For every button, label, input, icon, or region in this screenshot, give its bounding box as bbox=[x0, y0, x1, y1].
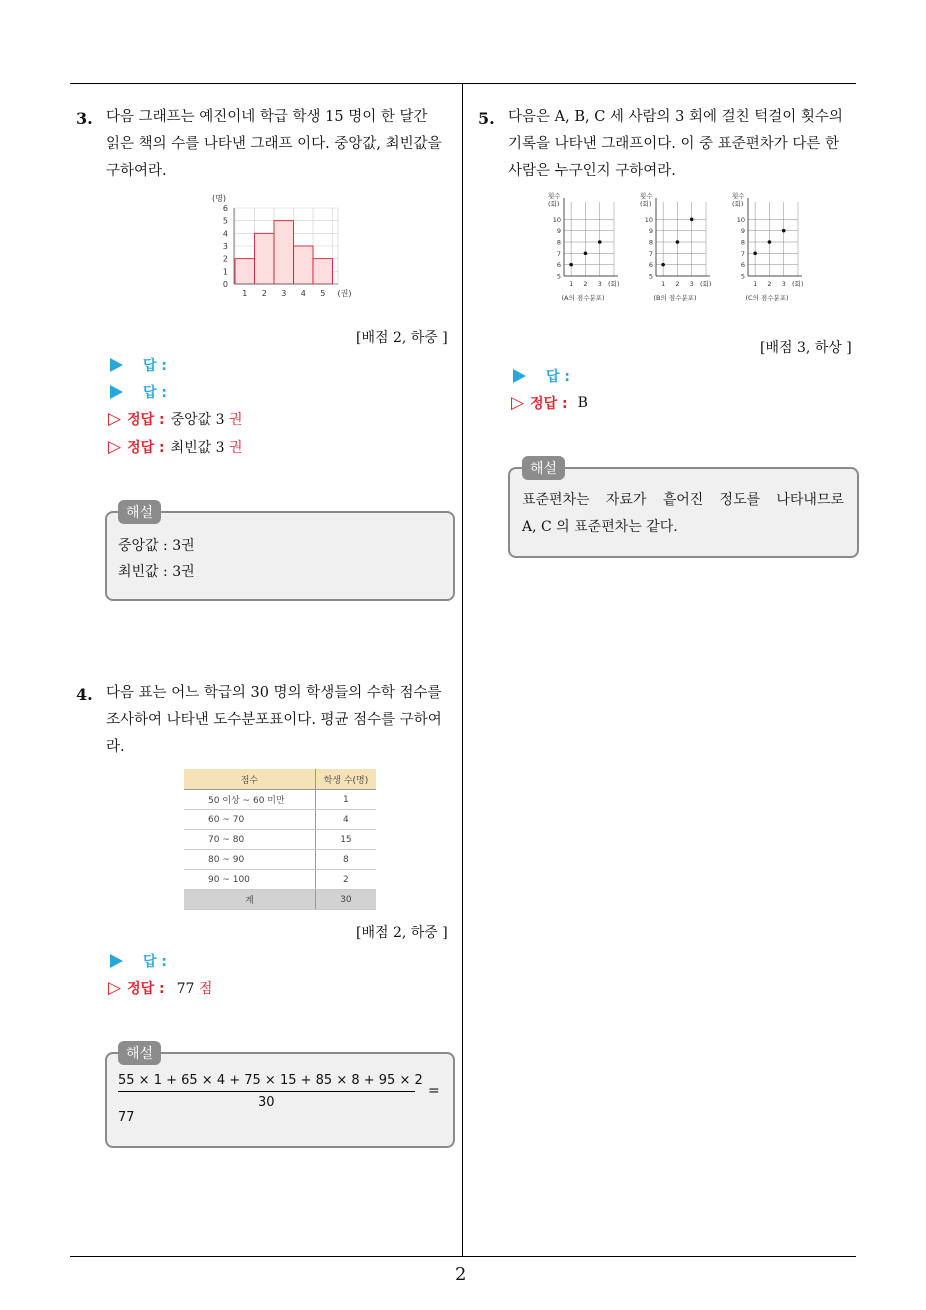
explanation-tag: 해설 bbox=[118, 500, 161, 524]
y-tick-label: 10 bbox=[644, 215, 653, 224]
explanation-tag: 해설 bbox=[522, 456, 565, 480]
y-tick-label: 5 bbox=[740, 272, 745, 281]
y-tick-label: 6 bbox=[556, 261, 561, 270]
question-3-score: [배점 2, 하중 ] bbox=[356, 330, 448, 346]
scatter-point bbox=[753, 252, 757, 256]
answer-row bbox=[110, 382, 167, 402]
explanation-line: 중앙값 : 3권 bbox=[118, 538, 195, 554]
top-rule bbox=[70, 83, 856, 84]
table-total-row: 계 30 bbox=[184, 890, 376, 910]
question-line: 조사하여 나타낸 도수분포표이다. 평균 점수를 구하여 bbox=[106, 712, 442, 728]
solution-label: 정답 : bbox=[127, 440, 165, 456]
y-tick-label: 10 bbox=[552, 215, 561, 224]
solution-row bbox=[108, 409, 243, 429]
chart-caption: (B의 점수분포) bbox=[653, 294, 697, 302]
x-axis-label: (회) bbox=[792, 280, 804, 288]
triangle-play-icon bbox=[110, 358, 123, 372]
x-tick-label: 2 bbox=[261, 289, 267, 298]
solution-text: 최빈값 3 권 bbox=[170, 440, 243, 456]
question-line: 라. bbox=[106, 739, 125, 755]
y-tick-label: 7 bbox=[556, 249, 561, 258]
question-line: 다음 그래프는 예진이네 학급 학생 15 명이 한 달간 bbox=[106, 109, 428, 125]
chart-caption: (A의 점수분포) bbox=[561, 294, 605, 302]
y-tick-label: 9 bbox=[556, 227, 561, 236]
triangle-play-icon bbox=[110, 954, 123, 968]
histogram-bar bbox=[274, 221, 294, 284]
x-tick-label: 4 bbox=[300, 289, 306, 298]
explanation-box bbox=[105, 1052, 455, 1148]
fraction-bar bbox=[118, 1091, 415, 1092]
question-line: 사람은 누구인지 구하여라. bbox=[508, 163, 676, 179]
triangle-play-icon bbox=[110, 385, 123, 399]
question-line: 다음은 A, B, C 세 사람의 3 회에 걸친 턱걸이 횟수의 bbox=[508, 109, 843, 125]
y-tick-label: 6 bbox=[648, 261, 653, 270]
answer-label: 답 : bbox=[143, 358, 167, 374]
triangle-outline-icon: ▷ bbox=[108, 437, 122, 457]
y-tick-label: 6 bbox=[740, 261, 745, 270]
histogram-bar bbox=[235, 259, 255, 284]
x-tick-label: 3 bbox=[689, 280, 694, 288]
histogram-bar bbox=[313, 259, 333, 284]
question-3-number: 3. bbox=[76, 109, 93, 128]
x-tick-label: 3 bbox=[281, 289, 287, 298]
question-4-number: 4. bbox=[76, 685, 93, 704]
answer-label: 답 : bbox=[143, 385, 167, 401]
answer-label: 답 : bbox=[143, 954, 167, 970]
question-line: 구하여라. bbox=[106, 163, 167, 179]
question-4-score: [배점 2, 하중 ] bbox=[356, 925, 448, 941]
book-count-histogram bbox=[200, 190, 360, 302]
table-row: 70 ~ 80 15 bbox=[184, 830, 376, 850]
x-tick-label: 1 bbox=[569, 280, 574, 288]
x-tick-label: 2 bbox=[583, 280, 588, 288]
solution-label: 정답 : bbox=[530, 396, 568, 412]
y-tick-label: 2 bbox=[222, 254, 228, 264]
scatter-point bbox=[768, 240, 772, 244]
table-row: 80 ~ 90 8 bbox=[184, 850, 376, 870]
solution-row bbox=[511, 393, 588, 413]
y-tick-label: 7 bbox=[740, 249, 745, 258]
table-row: 90 ~ 100 2 bbox=[184, 870, 376, 890]
x-axis-label: (권) bbox=[337, 289, 352, 298]
explanation-box bbox=[508, 467, 859, 558]
page-number: 2 bbox=[455, 1264, 467, 1285]
y-axis-label: 횟수 bbox=[548, 192, 561, 200]
solution-text: 77 점 bbox=[176, 981, 213, 997]
scatter-point bbox=[598, 240, 602, 244]
explanation-line: 최빈값 : 3권 bbox=[118, 564, 195, 580]
y-tick-label: 8 bbox=[556, 238, 561, 247]
x-tick-label: 3 bbox=[781, 280, 786, 288]
question-3-text bbox=[106, 104, 454, 185]
fraction-denominator: 30 bbox=[258, 1095, 275, 1110]
scatter-point bbox=[661, 263, 665, 267]
table-row: 60 ~ 70 4 bbox=[184, 810, 376, 830]
answer-row bbox=[513, 366, 570, 386]
frequency-table bbox=[184, 769, 376, 910]
solution-label: 정답 : bbox=[127, 412, 165, 428]
question-line: 읽은 책의 수를 나타낸 그래프 이다. 중앙값, 최빈값을 bbox=[106, 136, 442, 152]
question-5-text bbox=[508, 104, 858, 185]
y-tick-label: 4 bbox=[222, 229, 228, 239]
scatter-point bbox=[676, 240, 680, 244]
chart-caption: (C의 점수분포) bbox=[745, 294, 789, 302]
equals-sign: = bbox=[428, 1083, 440, 1099]
explanation-line: A, C 의 표준편차는 같다. bbox=[522, 519, 678, 535]
x-tick-label: 1 bbox=[242, 289, 248, 298]
y-tick-label: 7 bbox=[648, 249, 653, 258]
explanation-box bbox=[105, 511, 455, 601]
x-tick-label: 1 bbox=[661, 280, 666, 288]
y-tick-label: 0 bbox=[222, 280, 228, 289]
y-tick-label: 5 bbox=[556, 272, 561, 281]
y-tick-label: 3 bbox=[222, 242, 228, 251]
x-tick-label: 2 bbox=[767, 280, 772, 288]
histogram-bar bbox=[294, 246, 314, 284]
scatter-point bbox=[584, 252, 588, 256]
scatter-point bbox=[690, 218, 694, 222]
scatter-point bbox=[569, 263, 573, 267]
histogram-bar bbox=[255, 233, 275, 284]
question-5-score: [배점 3, 하상 ] bbox=[760, 340, 852, 356]
x-axis-label: (회) bbox=[608, 280, 620, 288]
triangle-play-icon bbox=[513, 369, 526, 383]
answer-row bbox=[110, 951, 167, 971]
table-row: 50 이상 ~ 60 미만 1 bbox=[184, 790, 376, 810]
y-axis-label: 횟수 bbox=[732, 192, 745, 200]
y-axis-unit: (회) bbox=[732, 200, 744, 208]
triangle-outline-icon: ▷ bbox=[108, 409, 122, 429]
column-divider bbox=[462, 83, 463, 1256]
y-tick-label: 8 bbox=[648, 238, 653, 247]
x-tick-label: 5 bbox=[320, 289, 326, 298]
y-tick-label: 6 bbox=[222, 204, 228, 213]
fraction-result: 77 bbox=[118, 1110, 135, 1125]
y-axis-label: (명) bbox=[212, 194, 226, 203]
y-tick-label: 1 bbox=[222, 267, 228, 277]
solution-text: B bbox=[577, 395, 588, 411]
y-axis-label: 횟수 bbox=[640, 192, 653, 200]
x-tick-label: 1 bbox=[753, 280, 758, 288]
pullup-scatter-charts bbox=[530, 192, 830, 316]
solution-text: 중앙값 3 권 bbox=[170, 412, 243, 428]
question-line: 다음 표는 어느 학급의 30 명의 학생들의 수학 점수를 bbox=[106, 685, 442, 701]
fraction-numerator: 55 × 1 + 65 × 4 + 75 × 15 + 85 × 8 + 95 × 2 bbox=[118, 1073, 423, 1088]
question-4-text bbox=[106, 680, 454, 761]
question-5-number: 5. bbox=[478, 109, 495, 128]
triangle-outline-icon: ▷ bbox=[511, 393, 525, 413]
question-line: 기록을 나타낸 그래프이다. 이 중 표준편차가 다른 한 bbox=[508, 136, 840, 152]
y-tick-label: 9 bbox=[740, 227, 745, 236]
table-header: 학생 수(명) bbox=[315, 769, 376, 790]
y-axis-unit: (회) bbox=[548, 200, 560, 208]
solution-row bbox=[108, 437, 243, 457]
solution-label: 정답 : bbox=[127, 981, 165, 997]
y-tick-label: 8 bbox=[740, 238, 745, 247]
y-tick-label: 9 bbox=[648, 227, 653, 236]
x-tick-label: 3 bbox=[597, 280, 602, 288]
answer-row bbox=[110, 355, 167, 375]
triangle-outline-icon: ▷ bbox=[108, 978, 122, 998]
scatter-point bbox=[782, 229, 786, 233]
explanation-tag: 해설 bbox=[118, 1041, 161, 1065]
y-tick-label: 5 bbox=[648, 272, 653, 281]
y-axis-unit: (회) bbox=[640, 200, 652, 208]
explanation-line: 표준편차는 자료가 흩어진 정도를 나타내므로 bbox=[522, 492, 844, 508]
x-tick-label: 2 bbox=[675, 280, 680, 288]
y-tick-label: 5 bbox=[222, 216, 228, 226]
answer-label: 답 : bbox=[546, 369, 570, 385]
solution-row bbox=[108, 978, 212, 998]
y-tick-label: 10 bbox=[736, 215, 745, 224]
bottom-rule bbox=[70, 1256, 856, 1257]
table-header: 점수 bbox=[184, 769, 315, 790]
x-axis-label: (회) bbox=[700, 280, 712, 288]
